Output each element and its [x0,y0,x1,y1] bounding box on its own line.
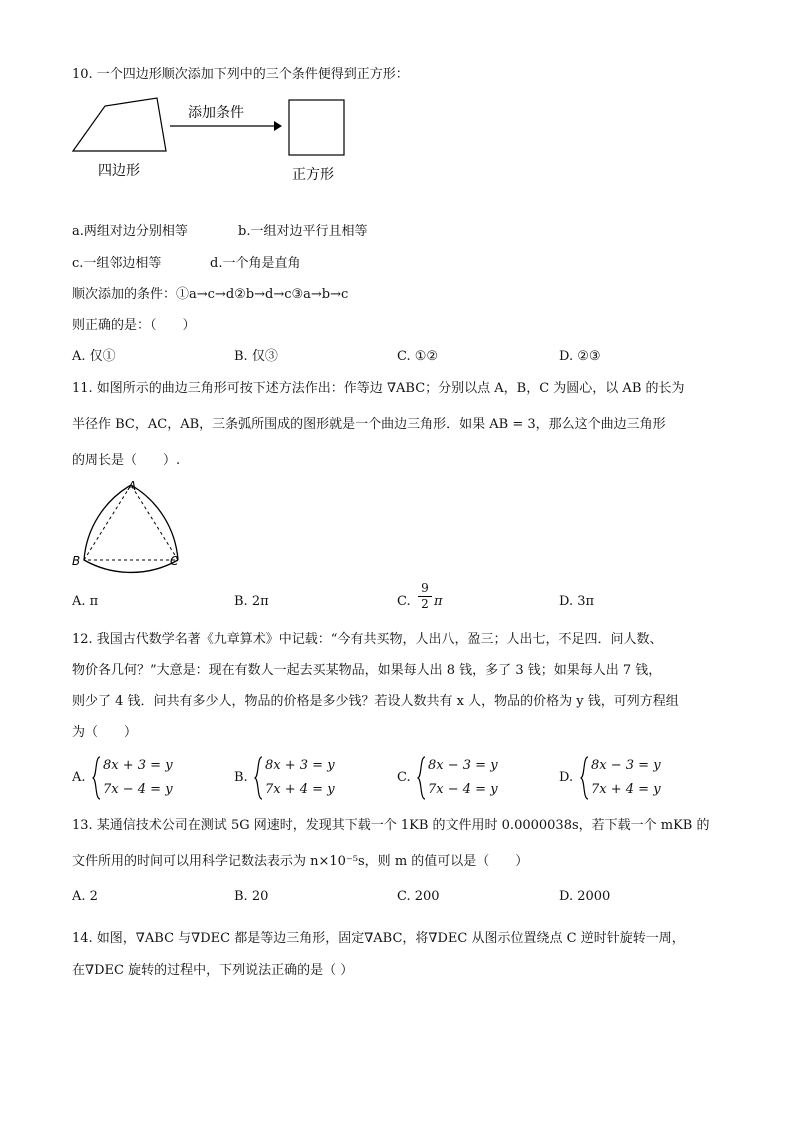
q12-option-b-eq2: 7x + 4 = y [265,782,335,797]
q10-cond-d: d.一个角是直角 [210,256,301,271]
vertex-a-label: A [128,479,137,493]
quadrilateral-shape [73,98,166,151]
q12-option-d-label[interactable]: D. [559,770,574,785]
q10-question: 则正确的是：（ ） [72,318,196,333]
vertex-b-label: B [72,554,81,568]
q12-option-b-brace [254,756,264,800]
dashed-triangle [84,485,178,560]
arrow-label: 添加条件 [188,105,244,121]
q12-option-a-label[interactable]: A. [72,770,86,785]
q11-option-d[interactable]: D. 3π [559,594,595,609]
q13-option-a[interactable]: A. 2 [72,889,98,904]
q10-option-b[interactable]: B. 仅③ [234,349,278,364]
q12-option-d-eq1: 8x − 3 = y [591,758,661,773]
q12-option-c-label[interactable]: C. [397,770,411,785]
q11-line3: 的周长是（ ）. [72,453,181,468]
q10-cond-c: c.一组邻边相等 [72,256,162,271]
q11-option-c[interactable]: C. [397,594,411,609]
q12-line4: 为（ ） [72,725,138,740]
q12-option-c-eq2: 7x − 4 = y [428,782,498,797]
q11-option-a[interactable]: A. π [72,594,99,609]
q13-line1: 13. 某通信技术公司在测试 5G 网速时，发现其下载一个 1KB 的文件用时 0.0000038s，若下载一个 mKB 的 [72,818,710,833]
arrow-head [274,121,282,131]
q14-line1: 14. 如图，∇ABC 与∇DEC 都是等边三角形，固定∇ABC，将∇DEC 从图示位置绕点 C 逆时针旋转一周， [72,931,685,946]
q11-figure [68,476,188,576]
q12-line3: 则少了 4 钱．问共有多少人，物品的价格是多少钱？若设人数共有 x 人，物品的价格为 y 钱，可列方程组 [72,694,679,709]
q10-option-d[interactable]: D. ②③ [559,349,601,364]
q12-option-c-eq1: 8x − 3 = y [428,758,498,773]
q11-option-b[interactable]: B. 2π [234,594,269,609]
q13-option-b[interactable]: B. 20 [234,889,269,904]
q11-line1: 11. 如图所示的曲边三角形可按下述方法作出：作等边 ∇ABC；分别以点 A，B，C 为圆心，以 AB 的长为 [72,381,685,396]
q12-option-a-brace [92,756,102,800]
q12-option-d-brace [580,756,590,800]
q11-option-c-numerator: 9 [421,581,429,595]
quadrilateral-label: 四边形 [98,163,140,179]
q12-line1: 12. 我国古代数学名著《九章算术》中记载：“今有共买物，人出八，盈三；人出七，不足四．问人数、 [72,632,663,647]
vertex-c-label: C [170,554,179,568]
q10-cond-a: a.两组对边分别相等 [72,224,188,239]
q12-option-c-brace [417,756,427,800]
q11-line2: 半径作 BC，AC，AB，三条弧所围成的图形就是一个曲边三角形．如果 AB = 3，那么这个曲边三角形 [72,417,666,432]
q10-option-c[interactable]: C. ①② [397,349,439,364]
q11-option-c-denominator: 2 [421,597,429,611]
q11-option-c-pi: π [434,594,443,609]
q12-option-a-eq1: 8x + 3 = y [103,758,173,773]
q12-option-b-label[interactable]: B. [234,770,248,785]
q10-option-a[interactable]: A. 仅① [72,349,116,364]
q12-option-d-eq2: 7x + 4 = y [591,782,661,797]
q13-option-c[interactable]: C. 200 [397,889,440,904]
q12-line2: 物价各几何？”大意是：现在有数人一起去买某物品，如果每人出 8 钱，多了 3 钱；如果每人出 7 钱， [72,663,662,678]
q13-line2: 文件所用的时间可以用科学记数法表示为 n×10⁻⁵s，则 m 的值可以是（ ） [72,854,529,869]
q10-order: 顺次添加的条件：①a→c→d②b→d→c③a→b→c [72,287,349,302]
q10-figure [60,88,360,188]
q12-option-b-eq1: 8x + 3 = y [265,758,335,773]
q12-option-a-eq2: 7x − 4 = y [103,782,173,797]
q14-line2: 在∇DEC 旋转的过程中，下列说法正确的是（ ） [72,963,354,978]
q13-option-d[interactable]: D. 2000 [559,889,611,904]
square-label: 正方形 [292,167,334,183]
square-shape [289,100,344,155]
curved-triangle-arc-bc [84,560,178,572]
q10-stem: 10. 一个四边形顺次添加下列中的三个条件便得到正方形： [72,67,409,82]
q10-cond-b: b.一组对边平行且相等 [238,224,368,239]
